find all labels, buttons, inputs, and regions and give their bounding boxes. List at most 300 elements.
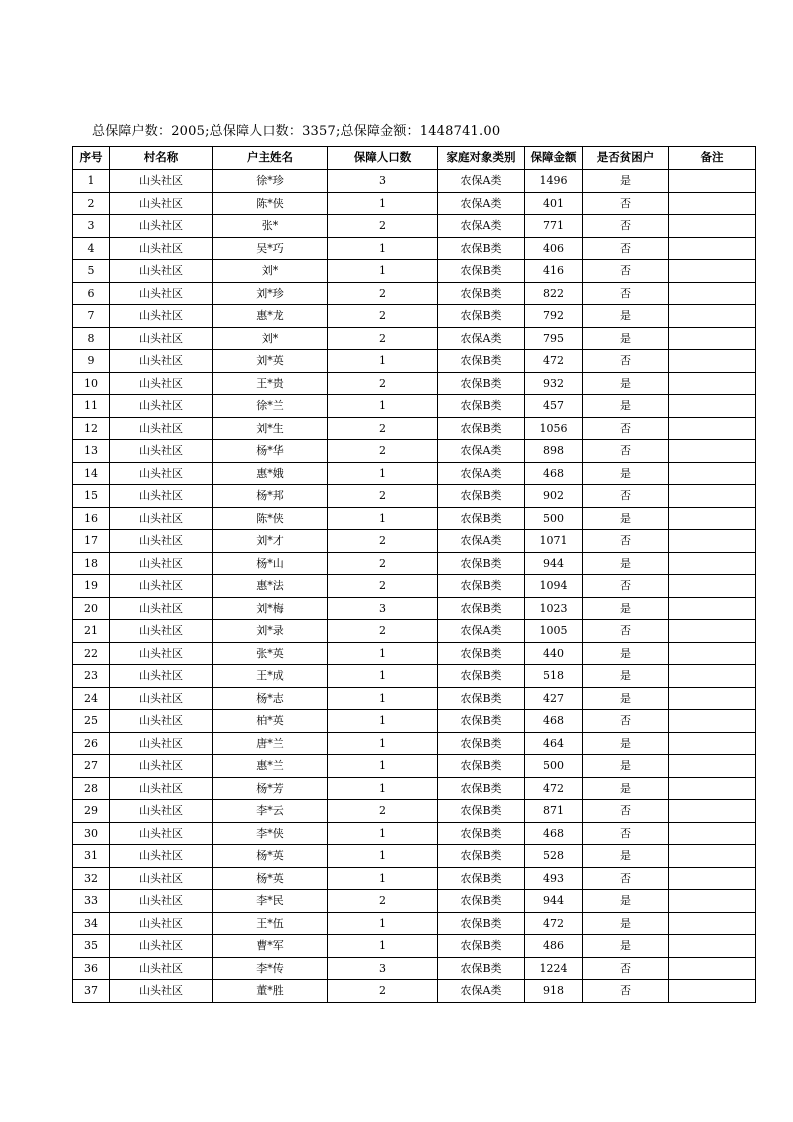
cell-village: 山头社区	[110, 710, 213, 733]
cell-remarks	[669, 890, 756, 913]
cell-village: 山头社区	[110, 867, 213, 890]
col-header-index: 序号	[73, 147, 110, 170]
cell-village: 山头社区	[110, 935, 213, 958]
cell-householder: 吴*巧	[213, 237, 328, 260]
cell-householder: 惠*龙	[213, 305, 328, 328]
cell-category: 农保B类	[438, 552, 525, 575]
cell-category: 农保B类	[438, 957, 525, 980]
cell-category: 农保A类	[438, 192, 525, 215]
cell-category: 农保B类	[438, 237, 525, 260]
cell-category: 农保B类	[438, 732, 525, 755]
cell-population: 1	[328, 912, 438, 935]
cell-householder: 张*英	[213, 642, 328, 665]
cell-index: 3	[73, 215, 110, 238]
cell-remarks	[669, 642, 756, 665]
cell-amount: 871	[525, 800, 583, 823]
table-row	[73, 845, 756, 868]
cell-poverty: 是	[583, 687, 669, 710]
cell-poverty: 否	[583, 440, 669, 463]
cell-remarks	[669, 485, 756, 508]
cell-village: 山头社区	[110, 305, 213, 328]
cell-category: 农保B类	[438, 305, 525, 328]
cell-category: 农保B类	[438, 417, 525, 440]
cell-village: 山头社区	[110, 800, 213, 823]
cell-population: 1	[328, 710, 438, 733]
table-row	[73, 395, 756, 418]
cell-index: 32	[73, 867, 110, 890]
cell-amount: 528	[525, 845, 583, 868]
cell-population: 1	[328, 642, 438, 665]
cell-village: 山头社区	[110, 890, 213, 913]
cell-index: 14	[73, 462, 110, 485]
cell-village: 山头社区	[110, 755, 213, 778]
cell-population: 1	[328, 755, 438, 778]
cell-village: 山头社区	[110, 260, 213, 283]
cell-poverty: 是	[583, 170, 669, 193]
cell-remarks	[669, 687, 756, 710]
col-header-village: 村名称	[110, 147, 213, 170]
cell-householder: 杨*芳	[213, 777, 328, 800]
cell-population: 1	[328, 845, 438, 868]
cell-householder: 刘*才	[213, 530, 328, 553]
cell-category: 农保A类	[438, 440, 525, 463]
cell-population: 3	[328, 170, 438, 193]
table-body	[73, 170, 756, 1003]
cell-householder: 李*云	[213, 800, 328, 823]
cell-amount: 795	[525, 327, 583, 350]
cell-poverty: 否	[583, 530, 669, 553]
cell-householder: 徐*珍	[213, 170, 328, 193]
cell-remarks	[669, 867, 756, 890]
cell-poverty: 是	[583, 935, 669, 958]
cell-population: 1	[328, 237, 438, 260]
subsidy-table	[72, 146, 756, 1003]
cell-remarks	[669, 327, 756, 350]
table-row	[73, 710, 756, 733]
cell-remarks	[669, 507, 756, 530]
cell-population: 1	[328, 687, 438, 710]
summary-line: 总保障户数：2005;总保障人口数：3357;总保障金额：1448741.00	[92, 124, 501, 139]
cell-amount: 1005	[525, 620, 583, 643]
cell-amount: 898	[525, 440, 583, 463]
cell-amount: 944	[525, 552, 583, 575]
cell-householder: 李*侠	[213, 822, 328, 845]
cell-poverty: 是	[583, 395, 669, 418]
cell-amount: 500	[525, 755, 583, 778]
cell-remarks	[669, 710, 756, 733]
table-row	[73, 350, 756, 373]
cell-amount: 427	[525, 687, 583, 710]
cell-remarks	[669, 237, 756, 260]
cell-poverty: 否	[583, 282, 669, 305]
cell-population: 1	[328, 665, 438, 688]
cell-amount: 918	[525, 980, 583, 1003]
cell-index: 2	[73, 192, 110, 215]
cell-amount: 468	[525, 710, 583, 733]
cell-remarks	[669, 282, 756, 305]
table-row	[73, 620, 756, 643]
table-row	[73, 575, 756, 598]
cell-population: 2	[328, 530, 438, 553]
cell-population: 2	[328, 575, 438, 598]
table-row	[73, 260, 756, 283]
cell-remarks	[669, 530, 756, 553]
cell-population: 1	[328, 507, 438, 530]
table-row	[73, 912, 756, 935]
cell-population: 2	[328, 890, 438, 913]
cell-village: 山头社区	[110, 440, 213, 463]
cell-village: 山头社区	[110, 620, 213, 643]
cell-index: 25	[73, 710, 110, 733]
cell-population: 2	[328, 327, 438, 350]
cell-poverty: 是	[583, 665, 669, 688]
cell-amount: 518	[525, 665, 583, 688]
table-row	[73, 170, 756, 193]
cell-poverty: 否	[583, 575, 669, 598]
cell-category: 农保A类	[438, 980, 525, 1003]
cell-population: 2	[328, 800, 438, 823]
cell-category: 农保B类	[438, 890, 525, 913]
cell-category: 农保A类	[438, 462, 525, 485]
cell-category: 农保B类	[438, 282, 525, 305]
cell-index: 37	[73, 980, 110, 1003]
cell-poverty: 否	[583, 260, 669, 283]
cell-category: 农保B类	[438, 642, 525, 665]
cell-poverty: 是	[583, 755, 669, 778]
cell-population: 3	[328, 597, 438, 620]
cell-householder: 王*贵	[213, 372, 328, 395]
cell-amount: 486	[525, 935, 583, 958]
cell-index: 35	[73, 935, 110, 958]
cell-remarks	[669, 260, 756, 283]
cell-amount: 493	[525, 867, 583, 890]
cell-village: 山头社区	[110, 417, 213, 440]
cell-poverty: 否	[583, 620, 669, 643]
cell-index: 27	[73, 755, 110, 778]
cell-amount: 468	[525, 822, 583, 845]
cell-poverty: 是	[583, 642, 669, 665]
cell-householder: 惠*兰	[213, 755, 328, 778]
cell-remarks	[669, 597, 756, 620]
cell-village: 山头社区	[110, 575, 213, 598]
cell-category: 农保B类	[438, 822, 525, 845]
cell-population: 2	[328, 372, 438, 395]
cell-remarks	[669, 462, 756, 485]
cell-village: 山头社区	[110, 170, 213, 193]
table-row	[73, 867, 756, 890]
cell-village: 山头社区	[110, 192, 213, 215]
cell-amount: 472	[525, 777, 583, 800]
cell-householder: 刘*珍	[213, 282, 328, 305]
table-header-row	[73, 147, 756, 170]
table-row	[73, 462, 756, 485]
cell-householder: 杨*英	[213, 867, 328, 890]
cell-category: 农保B类	[438, 935, 525, 958]
cell-remarks	[669, 350, 756, 373]
cell-index: 18	[73, 552, 110, 575]
cell-poverty: 否	[583, 417, 669, 440]
cell-amount: 944	[525, 890, 583, 913]
cell-population: 2	[328, 485, 438, 508]
cell-poverty: 是	[583, 552, 669, 575]
cell-householder: 刘*英	[213, 350, 328, 373]
cell-remarks	[669, 822, 756, 845]
cell-poverty: 否	[583, 192, 669, 215]
cell-remarks	[669, 845, 756, 868]
cell-category: 农保B类	[438, 867, 525, 890]
cell-householder: 唐*兰	[213, 732, 328, 755]
table-row	[73, 980, 756, 1003]
cell-householder: 惠*法	[213, 575, 328, 598]
cell-population: 1	[328, 732, 438, 755]
cell-amount: 500	[525, 507, 583, 530]
cell-amount: 468	[525, 462, 583, 485]
cell-poverty: 否	[583, 980, 669, 1003]
cell-poverty: 否	[583, 237, 669, 260]
table-row	[73, 305, 756, 328]
cell-amount: 401	[525, 192, 583, 215]
cell-population: 1	[328, 777, 438, 800]
cell-index: 21	[73, 620, 110, 643]
cell-index: 31	[73, 845, 110, 868]
table-row	[73, 755, 756, 778]
cell-householder: 杨*志	[213, 687, 328, 710]
col-header-amount: 保障金额	[525, 147, 583, 170]
cell-index: 6	[73, 282, 110, 305]
cell-householder: 陈*侠	[213, 192, 328, 215]
cell-index: 11	[73, 395, 110, 418]
table-row	[73, 192, 756, 215]
cell-remarks	[669, 575, 756, 598]
cell-category: 农保B类	[438, 395, 525, 418]
cell-category: 农保B类	[438, 845, 525, 868]
cell-householder: 徐*兰	[213, 395, 328, 418]
cell-category: 农保B类	[438, 912, 525, 935]
cell-population: 2	[328, 552, 438, 575]
cell-poverty: 否	[583, 215, 669, 238]
cell-category: 农保A类	[438, 215, 525, 238]
cell-index: 8	[73, 327, 110, 350]
cell-poverty: 否	[583, 822, 669, 845]
cell-remarks	[669, 417, 756, 440]
cell-householder: 陈*侠	[213, 507, 328, 530]
cell-poverty: 是	[583, 912, 669, 935]
cell-remarks	[669, 732, 756, 755]
cell-poverty: 否	[583, 350, 669, 373]
cell-population: 2	[328, 620, 438, 643]
table-row	[73, 800, 756, 823]
cell-population: 2	[328, 440, 438, 463]
cell-amount: 822	[525, 282, 583, 305]
cell-amount: 416	[525, 260, 583, 283]
cell-village: 山头社区	[110, 530, 213, 553]
table-row	[73, 485, 756, 508]
table-row	[73, 530, 756, 553]
col-header-category: 家庭对象类别	[438, 147, 525, 170]
cell-category: 农保B类	[438, 755, 525, 778]
cell-amount: 902	[525, 485, 583, 508]
cell-category: 农保B类	[438, 800, 525, 823]
cell-householder: 李*传	[213, 957, 328, 980]
cell-poverty: 否	[583, 867, 669, 890]
cell-population: 3	[328, 957, 438, 980]
table-row	[73, 665, 756, 688]
cell-householder: 刘*梅	[213, 597, 328, 620]
cell-remarks	[669, 755, 756, 778]
cell-village: 山头社区	[110, 642, 213, 665]
cell-householder: 惠*娥	[213, 462, 328, 485]
cell-index: 22	[73, 642, 110, 665]
cell-index: 15	[73, 485, 110, 508]
cell-index: 13	[73, 440, 110, 463]
table-row	[73, 597, 756, 620]
cell-category: 农保A类	[438, 530, 525, 553]
cell-index: 24	[73, 687, 110, 710]
table-row	[73, 327, 756, 350]
cell-poverty: 是	[583, 305, 669, 328]
cell-amount: 1056	[525, 417, 583, 440]
cell-index: 30	[73, 822, 110, 845]
cell-remarks	[669, 800, 756, 823]
cell-poverty: 是	[583, 890, 669, 913]
cell-householder: 杨*邦	[213, 485, 328, 508]
cell-amount: 1071	[525, 530, 583, 553]
cell-householder: 杨*华	[213, 440, 328, 463]
cell-population: 1	[328, 395, 438, 418]
cell-index: 5	[73, 260, 110, 283]
table-row	[73, 642, 756, 665]
cell-population: 2	[328, 282, 438, 305]
cell-index: 12	[73, 417, 110, 440]
cell-householder: 曹*军	[213, 935, 328, 958]
cell-index: 34	[73, 912, 110, 935]
cell-category: 农保B类	[438, 687, 525, 710]
table-row	[73, 822, 756, 845]
table-row	[73, 957, 756, 980]
cell-amount: 932	[525, 372, 583, 395]
cell-category: 农保A类	[438, 620, 525, 643]
cell-category: 农保B类	[438, 260, 525, 283]
cell-amount: 464	[525, 732, 583, 755]
cell-householder: 王*伍	[213, 912, 328, 935]
cell-poverty: 是	[583, 597, 669, 620]
cell-remarks	[669, 777, 756, 800]
cell-householder: 张*	[213, 215, 328, 238]
cell-amount: 1094	[525, 575, 583, 598]
col-header-poverty: 是否贫困户	[583, 147, 669, 170]
cell-population: 2	[328, 417, 438, 440]
cell-poverty: 是	[583, 372, 669, 395]
cell-poverty: 是	[583, 507, 669, 530]
cell-remarks	[669, 395, 756, 418]
table-row	[73, 372, 756, 395]
cell-index: 17	[73, 530, 110, 553]
cell-remarks	[669, 215, 756, 238]
col-header-householder: 户主姓名	[213, 147, 328, 170]
cell-index: 1	[73, 170, 110, 193]
cell-population: 1	[328, 350, 438, 373]
cell-village: 山头社区	[110, 845, 213, 868]
cell-category: 农保B类	[438, 777, 525, 800]
cell-remarks	[669, 170, 756, 193]
cell-category: 农保B类	[438, 665, 525, 688]
cell-village: 山头社区	[110, 912, 213, 935]
cell-amount: 771	[525, 215, 583, 238]
cell-village: 山头社区	[110, 485, 213, 508]
cell-population: 2	[328, 980, 438, 1003]
table-row	[73, 687, 756, 710]
cell-householder: 刘*录	[213, 620, 328, 643]
cell-village: 山头社区	[110, 687, 213, 710]
cell-category: 农保B类	[438, 485, 525, 508]
cell-village: 山头社区	[110, 372, 213, 395]
cell-remarks	[669, 372, 756, 395]
cell-population: 1	[328, 822, 438, 845]
cell-population: 2	[328, 305, 438, 328]
cell-householder: 杨*英	[213, 845, 328, 868]
cell-remarks	[669, 552, 756, 575]
cell-householder: 李*民	[213, 890, 328, 913]
cell-village: 山头社区	[110, 215, 213, 238]
cell-amount: 1224	[525, 957, 583, 980]
cell-householder: 刘*生	[213, 417, 328, 440]
cell-amount: 472	[525, 912, 583, 935]
cell-population: 1	[328, 867, 438, 890]
cell-poverty: 否	[583, 485, 669, 508]
cell-population: 2	[328, 215, 438, 238]
cell-remarks	[669, 665, 756, 688]
cell-village: 山头社区	[110, 327, 213, 350]
cell-remarks	[669, 980, 756, 1003]
cell-poverty: 是	[583, 462, 669, 485]
cell-remarks	[669, 935, 756, 958]
cell-remarks	[669, 957, 756, 980]
cell-index: 19	[73, 575, 110, 598]
cell-village: 山头社区	[110, 395, 213, 418]
cell-index: 36	[73, 957, 110, 980]
cell-index: 9	[73, 350, 110, 373]
cell-population: 1	[328, 462, 438, 485]
cell-population: 1	[328, 192, 438, 215]
cell-village: 山头社区	[110, 597, 213, 620]
cell-village: 山头社区	[110, 552, 213, 575]
cell-poverty: 是	[583, 777, 669, 800]
cell-householder: 杨*山	[213, 552, 328, 575]
table-row	[73, 507, 756, 530]
cell-index: 20	[73, 597, 110, 620]
cell-population: 1	[328, 260, 438, 283]
cell-remarks	[669, 620, 756, 643]
cell-amount: 1023	[525, 597, 583, 620]
cell-amount: 457	[525, 395, 583, 418]
cell-population: 1	[328, 935, 438, 958]
cell-amount: 1496	[525, 170, 583, 193]
cell-index: 10	[73, 372, 110, 395]
cell-village: 山头社区	[110, 665, 213, 688]
cell-village: 山头社区	[110, 237, 213, 260]
cell-category: 农保B类	[438, 372, 525, 395]
cell-poverty: 是	[583, 845, 669, 868]
table-row	[73, 890, 756, 913]
cell-village: 山头社区	[110, 957, 213, 980]
cell-householder: 柏*英	[213, 710, 328, 733]
cell-householder: 王*成	[213, 665, 328, 688]
cell-index: 23	[73, 665, 110, 688]
table-row	[73, 552, 756, 575]
cell-amount: 406	[525, 237, 583, 260]
cell-index: 16	[73, 507, 110, 530]
table-row	[73, 215, 756, 238]
